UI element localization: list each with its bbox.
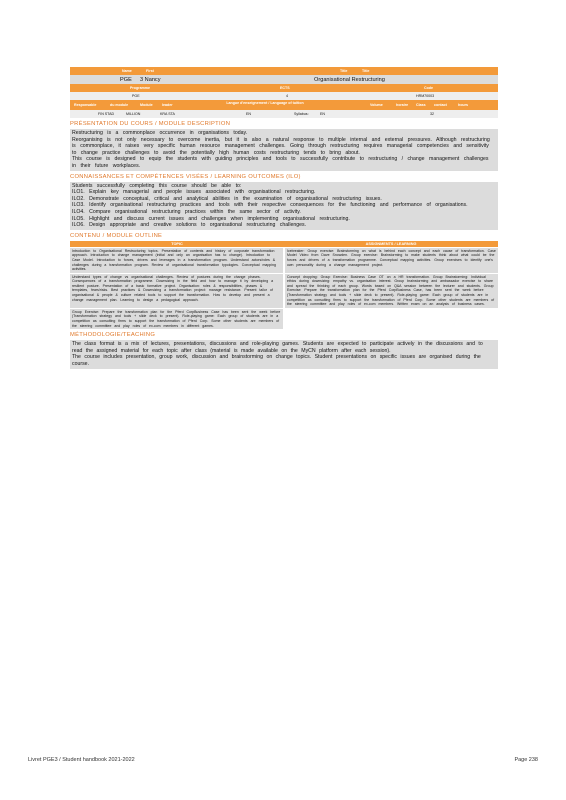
- ects-label: ECTS: [280, 86, 290, 90]
- title2-label: Title: [362, 69, 370, 73]
- outcomes-line: ILO1. Explain key managerial and people issues associated with organisational restructuring.: [72, 189, 316, 196]
- presentation-para: Restructuring is a commonplace occurrence in organisations today.: [72, 130, 248, 136]
- code-value: HRM70003: [416, 94, 435, 98]
- outline-table-header: [70, 241, 498, 247]
- footer-handbook: Livret PGE3 / Student handbook 2021-2022: [28, 757, 135, 763]
- first-label: First: [146, 69, 154, 73]
- header-row-labels-2: [70, 84, 498, 92]
- module-label: Module: [140, 103, 153, 107]
- hours2-label: hours: [458, 103, 468, 107]
- outcomes-line: ILO5. Highlight and discuss current issues and challenges when implementing organisational restructuring.: [72, 215, 350, 222]
- presentation-title: PRÉSENTATION DU COURS / MODULE DESCRIPTION: [70, 121, 231, 127]
- methodology-title: MÉTHODOLOGIE/TEACHING: [70, 332, 156, 339]
- outcomes-title: CONNAISSANCES ET COMPÉTENCES VISÉES / LEARNING OUTCOMES (ILO): [70, 173, 301, 180]
- syllabus-value: EN: [320, 112, 325, 116]
- in-label: du module: [110, 103, 129, 107]
- outcomes-line: ILO6. Design appropriate and creative solutions to organisational restructuring challenges.: [72, 222, 307, 229]
- title-label: Title: [340, 69, 348, 73]
- responsible-value: FIN STAD: [98, 112, 115, 116]
- language-label: Langue d'enseignement / Language of tuition: [226, 100, 304, 105]
- outcomes-line: ILO4. Compare organisational restructuring practices within the same sector of activity.: [72, 208, 301, 215]
- outcomes-line: Students successfully completing this course should be able to:: [72, 182, 242, 189]
- header-row-values-2: [70, 92, 498, 100]
- topic-cell: Understand types of change vs organisational challenges. Review of postures during the change phases. Consequences of a transformation programme. Downsizing in the field and how to manage it by developing a resilient posture. Presentation of a basic formative project. Organisation: roles & responsibilities, phases & templates, fears/risks. Best practices & Downsizing a transformation project: manage resistance. Present tailor of organisational & people & culture related tools to support the transformation. How to develop and present a change management plan. Learning to design a pedagogical approach.: [70, 274, 283, 308]
- page-number: Page 238: [514, 757, 538, 763]
- class-label: Class: [416, 103, 426, 107]
- table-row: [70, 273, 498, 308]
- methodology-para: The course includes presentation, group work, discussion and brainstorming on change topics. Student presentations on specific issues are organised during the course.: [72, 354, 481, 367]
- outcomes-line: ILO2. Demonstrate conceptual, critical and analytical abilities in the examination of organisational restructuring issues.: [72, 195, 382, 202]
- course-sheet: [70, 67, 498, 369]
- assign-cell: [285, 309, 498, 329]
- methodology-para: The class format is a mix of lectures, presentations, discussions and role-playing games. Students are expected to participate actively in the discussions and to read the assigned material for each topic after class (material is made available on the MyCN platform after each session).: [72, 341, 483, 354]
- assign-cell: Icebreaker: Group exercise: Brainstorming on what is behind each concept and each cause of transformation. Case Model Video from Dave Snowden. Group exercise: Brainstorming to make students think about what could be the forces and drivers of a transformation programme. Conceptual mapping activities. Group exercises to identify one's own personality during a change management project.: [285, 248, 498, 273]
- methodology-body: [70, 340, 498, 368]
- outcomes-body: [70, 182, 498, 230]
- module-value: KRA STA: [160, 112, 175, 116]
- header-row-labels-1: [70, 67, 498, 75]
- name-value: PGE: [120, 76, 132, 83]
- programme-label: Programme: [130, 86, 150, 90]
- in-value: MILLION: [126, 112, 141, 116]
- header-row-values-1: [70, 75, 498, 84]
- outline-title: CONTENU / MODULE OUTLINE: [70, 232, 163, 239]
- code-label: Code: [424, 86, 433, 90]
- topic-cell: Introduction to Organisational Restructuring topics. Presentation of contents and history of corporate transformation approach. Introduction to change management (initial and only an organisation has to change). Introduction to Case Model. Introduction to forces, drivers and leverages in a transformation program. Understand actors/roles & challenges during a transformation program. Review of organisational transformation typologies. Conceptual mapping activities.: [70, 248, 283, 273]
- page-footer: [28, 757, 538, 763]
- presentation-para: Reorganising is not only necessary to overcome inertia, but it is also a natural response to multiple internal and external pressures. Although restructuring is commonplace, it raises very specific human resource management challenges. Going through restructuring requires managerial competencies and sensitivity to change practice challenges to avoid the potentially high human costs restructuring tends to bring about.: [72, 136, 490, 156]
- first-value: 3 Nancy: [140, 76, 161, 83]
- title-value: Organisational Restructuring: [314, 76, 385, 83]
- col-assignments: ASSIGNMENTS / LEARNING: [365, 241, 417, 246]
- leader-label: leader: [162, 103, 173, 107]
- assign-cell: Concept dropping: Group Exercise: Business Case OT on a HR transformation. Group Brainstorming: Individual ethics during downsizing: empathy vs. organisation interest. Group brainstorming and ambassador exercise to share and spread the thinking of each group. Words based on Q&A session between the lecturer and students. Group Exercise: Prepare the transformation plan for the Pferd CorpBusiness Case, has been sent the week before (Transformation strategy and tools + slide deck to present). Role-playing game: Each group of students are in competition as consulting firms to support the transformation of Pferd Corp. Some other students are members of the steering committee and play roles of ex-com members. Written exam on an analysis of business cases.: [285, 274, 498, 308]
- table-row: [70, 247, 498, 273]
- topic-cell: Group Exercise: Prepare the transformation plan for the Pferd CorpBusiness Case has been sent the week before (Transformation strategy and tools + slide deck to present). Role-playing game: Each group of students are in a competition as consulting firms to support the transformation of Pferd Corp. Some other students are members of the steering committee and play roles of ex-com members in different games.: [70, 309, 283, 329]
- header-row-labels-3: [70, 100, 498, 110]
- hours-value: 32: [430, 112, 434, 116]
- syllabus-label: Syllabus:: [294, 112, 309, 116]
- hours-label: horaire: [396, 103, 409, 107]
- outcomes-line: ILO3. Identify organisational restructuring practices and tools with their respective consequences for the functioning and performance of organisations.: [72, 202, 468, 209]
- header-row-values-3: [70, 110, 498, 118]
- table-row: [70, 308, 498, 329]
- ects-value: 4: [286, 94, 288, 98]
- responsible-label: Responsable: [74, 103, 97, 107]
- presentation-para: This course is designed to equip the students with guiding principles and tools to successfully contribute to restructuring / change management challenges in their future workplaces.: [72, 156, 489, 169]
- col-topic: TOPIC: [171, 241, 183, 246]
- presentation-body: [70, 129, 498, 171]
- contact-label: contact: [434, 103, 447, 107]
- name-label: Name: [122, 69, 132, 73]
- volume-label: Volume: [370, 103, 383, 107]
- programme-value: PGE: [132, 94, 140, 98]
- language-value: EN: [246, 112, 251, 116]
